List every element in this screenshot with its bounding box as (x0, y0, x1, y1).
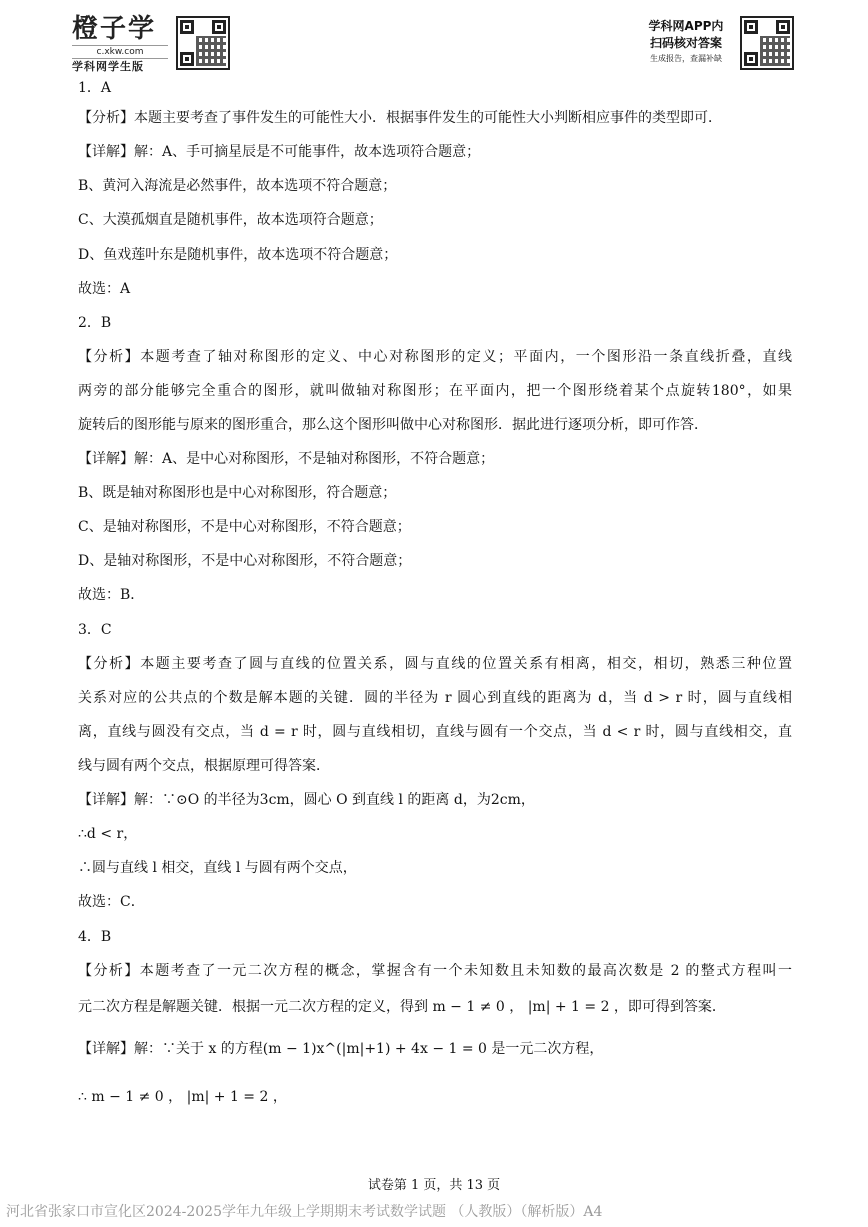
logo-url: c.xkw.com (72, 45, 168, 59)
document-source: 河北省张家口市宣化区2024-2025学年九年级上学期期末考试数学试题 （人教版）（解析版）A4 (6, 1204, 603, 1220)
solution-line: ∴ m − 1 ≠ 0 ， |m| + 1 = 2 ， (78, 1089, 287, 1105)
app-promo-line1: 学科网APP内 (648, 19, 724, 33)
qr-code-icon (740, 16, 794, 70)
answer-number: 4．B (78, 929, 112, 945)
analysis-line: 【分析】本题考查了一元二次方程的概念，掌握含有一个未知数且未知数的最高次数是 2 的整式方程叫一 (78, 963, 792, 979)
solution-line: C、大漠孤烟直是随机事件，故本选项符合题意； (78, 212, 383, 228)
solution-line: C、是轴对称图形，不是中心对称图形，不符合题意； (78, 519, 411, 535)
analysis-line: 【分析】本题主要考查了事件发生的可能性大小．根据事件发生的可能性大小判断相应事件的类型即可． (78, 110, 722, 126)
analysis-line: 【分析】本题主要考查了圆与直线的位置关系，圆与直线的位置关系有相离，相交，相切，熟悉三种位置 (78, 656, 792, 672)
page-footer: 试卷第 1 页，共 13 页 (367, 1178, 501, 1193)
solution-line: 【详解】解：∵关于 x 的方程(m − 1)x^(|m|+1) + 4x − 1 = 0 是一元二次方程， (78, 1041, 604, 1057)
solution-line: 【详解】解：∵⊙O 的半径为3cm，圆心 O 到直线 l 的距离 d，为2cm， (78, 792, 535, 808)
analysis-line: 线与圆有两个交点，根据原理可得答案． (78, 758, 330, 774)
analysis-line: 旋转后的图形能与原来的图形重合，那么这个图形叫做中心对称图形．据此进行逐项分析，即可作答． (78, 417, 708, 433)
analysis-line: 关系对应的公共点的个数是解本题的关键．圆的半径为 r 圆心到直线的距离为 d，当 d > r 时，圆与直线相 (78, 690, 792, 706)
logo-wordmark: 橙子学 (72, 14, 157, 44)
qr-code-icon (176, 16, 230, 70)
conclusion-line: 故选：B． (78, 587, 145, 603)
page-header (0, 0, 868, 78)
logo-subtitle: 学科网学生版 (72, 60, 144, 73)
app-promo (636, 18, 736, 66)
answer-number: 2．B (78, 315, 112, 331)
solution-line: 【详解】解：A、手可摘星辰是不可能事件，故本选项符合题意； (78, 144, 481, 160)
solution-line: ∴圆与直线 l 相交，直线 l 与圆有两个交点， (78, 860, 357, 876)
solution-line: D、是轴对称图形，不是中心对称图形，不符合题意； (78, 553, 412, 569)
solution-line: 【详解】解：A、是中心对称图形，不是轴对称图形，不符合题意； (78, 451, 495, 467)
conclusion-line: 故选：C． (78, 894, 145, 910)
conclusion-line: 故选：A (78, 281, 131, 297)
answer-number: 1．A (78, 80, 112, 96)
app-promo-line3: 生成报告，查漏补缺 (650, 54, 722, 63)
analysis-line: 【分析】本题考查了轴对称图形的定义、中心对称图形的定义；平面内，一个图形沿一条直线折叠，直线 (78, 349, 792, 365)
analysis-line: 元二次方程是解题关键．根据一元二次方程的定义，得到 m − 1 ≠ 0 ， |m| + 1 = 2 ，即可得到答案． (78, 999, 726, 1015)
solution-line: D、鱼戏莲叶东是随机事件，故本选项不符合题意； (78, 247, 398, 263)
answer-number: 3．C (78, 622, 112, 638)
solution-line: B、既是轴对称图形也是中心对称图形，符合题意； (78, 485, 397, 501)
analysis-line: 两旁的部分能够完全重合的图形，就叫做轴对称图形；在平面内，把一个图形绕着某个点旋转180°，如果 (78, 383, 792, 399)
solution-line: ∴d < r， (78, 826, 138, 842)
brand-logo (72, 14, 168, 74)
analysis-line: 离，直线与圆没有交点，当 d = r 时，圆与直线相切，直线与圆有一个交点，当 d < r 时，圆与直线相交，直 (78, 724, 792, 740)
solution-line: B、黄河入海流是必然事件，故本选项不符合题意； (78, 178, 397, 194)
app-promo-line2: 扫码核对答案 (649, 36, 722, 50)
